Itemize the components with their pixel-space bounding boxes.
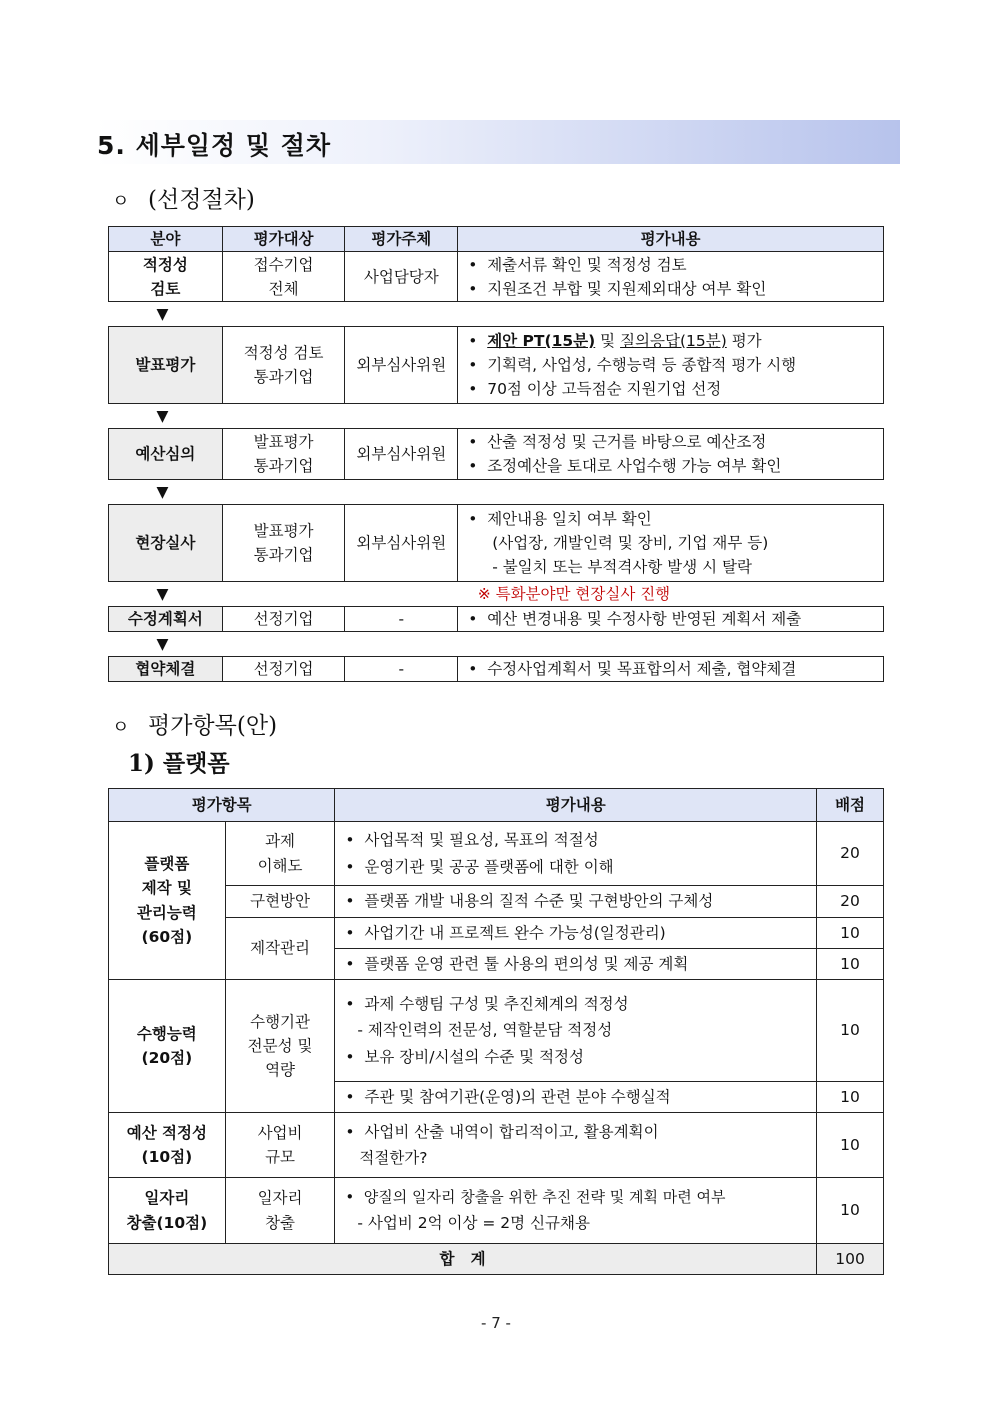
circle-bullet-icon: ㅇ (112, 717, 130, 738)
circle-bullet-icon: ㅇ (112, 191, 130, 212)
score-cell: 10 (817, 980, 884, 1082)
list-item: • 과제 수행팀 구성 및 추진체계의 적정성 (345, 994, 629, 1013)
content-cell (335, 1113, 817, 1178)
table-row (109, 822, 884, 886)
subitem-text: 창출 (265, 1213, 296, 1232)
list-item: • 지원조건 부합 및 지원제외대상 여부 확인 (468, 279, 767, 298)
group-cell (109, 1113, 226, 1178)
list-item-cont: 적절한가? (359, 1149, 428, 1167)
table-row (109, 918, 884, 949)
evaluator-cell: - (345, 657, 458, 682)
subitem-text: 사업비 (257, 1123, 303, 1142)
evaluator-cell: 외부심사위원 (345, 327, 458, 404)
group-text: 수행능력 (136, 1024, 197, 1043)
down-arrow-icon: ▼ (156, 635, 169, 654)
content-cell (335, 949, 817, 980)
field-text: 검토 (150, 279, 181, 298)
list-item: • 사업기간 내 프로젝트 완수 가능성(일정관리) (345, 923, 666, 942)
list-item: • 제출서류 확인 및 적정성 검토 (468, 255, 687, 274)
list-item: • 사업목적 및 필요성, 목표의 적절성 (345, 831, 599, 850)
content-cell (458, 327, 884, 404)
field-cell: 발표평가 (109, 327, 223, 404)
list-item: • 사업비 산출 내역이 합리적이고, 활용계획이 (345, 1122, 659, 1141)
group-text: (20점) (141, 1049, 193, 1067)
evaluation-heading (112, 707, 277, 740)
content-cell (458, 657, 884, 682)
subitem-cell: 구현방안 (225, 886, 335, 918)
subitem-text: 수행기관 (250, 1012, 310, 1031)
evaluator-cell: 외부심사위원 (345, 429, 458, 480)
col-header-item: 평가항목 (109, 789, 335, 822)
list-item: • 플랫폼 개발 내용의 질적 수준 및 구현방안의 구체성 (345, 892, 714, 911)
list-item-sub: - 사업비 2억 이상 = 2명 신규채용 (357, 1214, 590, 1233)
total-score: 100 (817, 1244, 884, 1275)
content-cell (458, 252, 884, 302)
subitem-cell (225, 1113, 335, 1178)
flow-arrow (109, 632, 884, 657)
target-text: 적정성 검토 (243, 344, 324, 363)
target-text: 발표평가 (253, 522, 314, 541)
flow-arrow (109, 582, 458, 607)
col-header-content: 평가내용 (458, 227, 884, 252)
list-item: • 양질의 일자리 창출을 위한 추진 전략 및 계획 마련 여부 (345, 1187, 726, 1206)
down-arrow-icon: ▼ (156, 305, 169, 324)
section-title: 5. 세부일정 및 절차 (97, 131, 332, 160)
list-item: • 예산 변경내용 및 수정사항 반영된 계획서 제출 (468, 610, 802, 629)
target-cell (222, 429, 345, 480)
list-item: • 기획력, 사업성, 수행능력 등 종합적 평가 시행 (468, 356, 797, 375)
evaluator-cell: 사업담당자 (345, 252, 458, 302)
score-cell: 20 (817, 822, 884, 886)
list-item: • 주관 및 참여기관(운영)의 관련 분야 수행실적 (345, 1087, 671, 1106)
subitem-text: 전문성 및 (247, 1036, 313, 1055)
target-text: 전체 (268, 279, 299, 298)
content-cell (335, 980, 817, 1082)
score-cell: 10 (817, 918, 884, 949)
target-text: 발표평가 (253, 433, 314, 452)
table-row (109, 505, 884, 582)
subitem-cell (225, 822, 335, 886)
selection-procedure-table (108, 226, 884, 682)
platform-subheading: 1) 플랫폼 (128, 750, 230, 777)
table-row (109, 657, 884, 682)
group-text: (10점) (141, 1148, 193, 1166)
field-cell (109, 252, 223, 302)
field-cell: 예산심의 (109, 429, 223, 480)
target-text: 접수기업 (253, 255, 314, 274)
content-cell (335, 1178, 817, 1244)
down-arrow-icon: ▼ (156, 585, 169, 604)
subitem-cell (225, 1178, 335, 1244)
list-item: • 70점 이상 고득점순 지원기업 선정 (468, 380, 722, 399)
list-item: • 수정사업계획서 및 목표합의서 제출, 협약체결 (468, 660, 797, 679)
group-text: 일자리 (144, 1189, 190, 1208)
table-row (109, 980, 884, 1082)
target-text: 통과기업 (253, 457, 314, 476)
list-item: • 운영기관 및 공공 플랫폼에 대한 이해 (345, 857, 614, 876)
evaluator-cell: - (345, 607, 458, 632)
list-item: • 제안내용 일치 여부 확인 (468, 510, 652, 529)
evaluation-table (108, 788, 884, 1275)
content-cell (335, 918, 817, 949)
flow-arrow (109, 302, 884, 327)
content-cell (458, 429, 884, 480)
col-header-score: 배점 (817, 789, 884, 822)
content-cell (335, 886, 817, 918)
group-text: (60점) (141, 927, 193, 946)
target-cell: 선정기업 (222, 607, 345, 632)
target-cell (222, 252, 345, 302)
list-item: • 제안 PT(15분) 및 질의응답(15분) 평가 (468, 332, 762, 350)
content-cell (458, 607, 884, 632)
group-cell (109, 980, 226, 1113)
subitem-text: 규모 (265, 1148, 296, 1166)
group-cell (109, 822, 226, 980)
subitem-cell: 제작관리 (225, 918, 335, 980)
col-header-evaluator: 평가주체 (345, 227, 458, 252)
flow-arrow (109, 480, 884, 505)
total-row (109, 1244, 884, 1275)
field-cell: 현장실사 (109, 505, 223, 582)
evaluator-cell: 외부심사위원 (345, 505, 458, 582)
target-text: 통과기업 (253, 546, 314, 565)
down-arrow-icon: ▼ (156, 407, 169, 426)
field-cell: 수정계획서 (109, 607, 223, 632)
group-text: 플랫폼 (144, 855, 190, 874)
group-text: 관리능력 (136, 903, 197, 922)
page-number: - 7 - (481, 1314, 511, 1332)
list-item-sub: (사업장, 개발인력 및 장비, 기업 재무 등) (492, 534, 769, 553)
table-row (109, 252, 884, 302)
score-cell: 10 (817, 1178, 884, 1244)
score-cell: 10 (817, 1113, 884, 1178)
group-text: 예산 적정성 (126, 1123, 207, 1142)
evaluation-heading-text: 평가항목(안) (148, 713, 278, 739)
list-item: • 플랫폼 운영 관련 툴 사용의 편의성 및 제공 계획 (345, 954, 689, 973)
target-cell (222, 505, 345, 582)
group-text: 제작 및 (141, 879, 193, 898)
list-item-sub: - 제작인력의 전문성, 역할분담 적정성 (357, 1021, 613, 1040)
total-label: 합 계 (109, 1244, 817, 1275)
score-cell: 10 (817, 949, 884, 980)
group-text: 창출(10점) (126, 1213, 208, 1232)
score-cell: 20 (817, 886, 884, 918)
group-cell (109, 1178, 226, 1244)
content-cell (335, 1082, 817, 1113)
score-cell: 10 (817, 1082, 884, 1113)
selection-heading-text: (선정절차) (148, 187, 255, 213)
target-cell (222, 327, 345, 404)
col-header-content: 평가내용 (335, 789, 817, 822)
list-item: • 보유 장비/시설의 수준 및 적정성 (345, 1047, 584, 1066)
list-item: • 산출 적정성 및 근거를 바탕으로 예산조정 (468, 433, 767, 452)
list-item: • 조정예산을 토대로 사업수행 가능 여부 확인 (468, 457, 782, 476)
table-row (109, 886, 884, 918)
target-text: 통과기업 (253, 368, 314, 387)
subitem-text: 과제 (265, 832, 296, 851)
subitem-text: 역량 (265, 1061, 296, 1079)
list-item-sub: - 불일치 또는 부적격사항 발생 시 탈락 (492, 558, 752, 577)
field-cell: 협약체결 (109, 657, 223, 682)
table-row (109, 607, 884, 632)
col-header-target: 평가대상 (222, 227, 345, 252)
table-row (109, 327, 884, 404)
subitem-text: 이해도 (257, 856, 303, 875)
subitem-text: 일자리 (257, 1189, 303, 1208)
onsite-note: ※ 특화분야만 현장실사 진행 (477, 585, 671, 604)
target-cell: 선정기업 (222, 657, 345, 682)
table-row (109, 1113, 884, 1178)
table-row (109, 1178, 884, 1244)
content-cell (335, 822, 817, 886)
down-arrow-icon: ▼ (156, 483, 169, 502)
field-text: 적정성 (142, 255, 188, 274)
col-header-field: 분야 (109, 227, 223, 252)
content-cell (458, 505, 884, 582)
table-row (109, 429, 884, 480)
subitem-cell (225, 980, 335, 1113)
selection-heading (112, 181, 255, 214)
flow-arrow (109, 404, 884, 429)
